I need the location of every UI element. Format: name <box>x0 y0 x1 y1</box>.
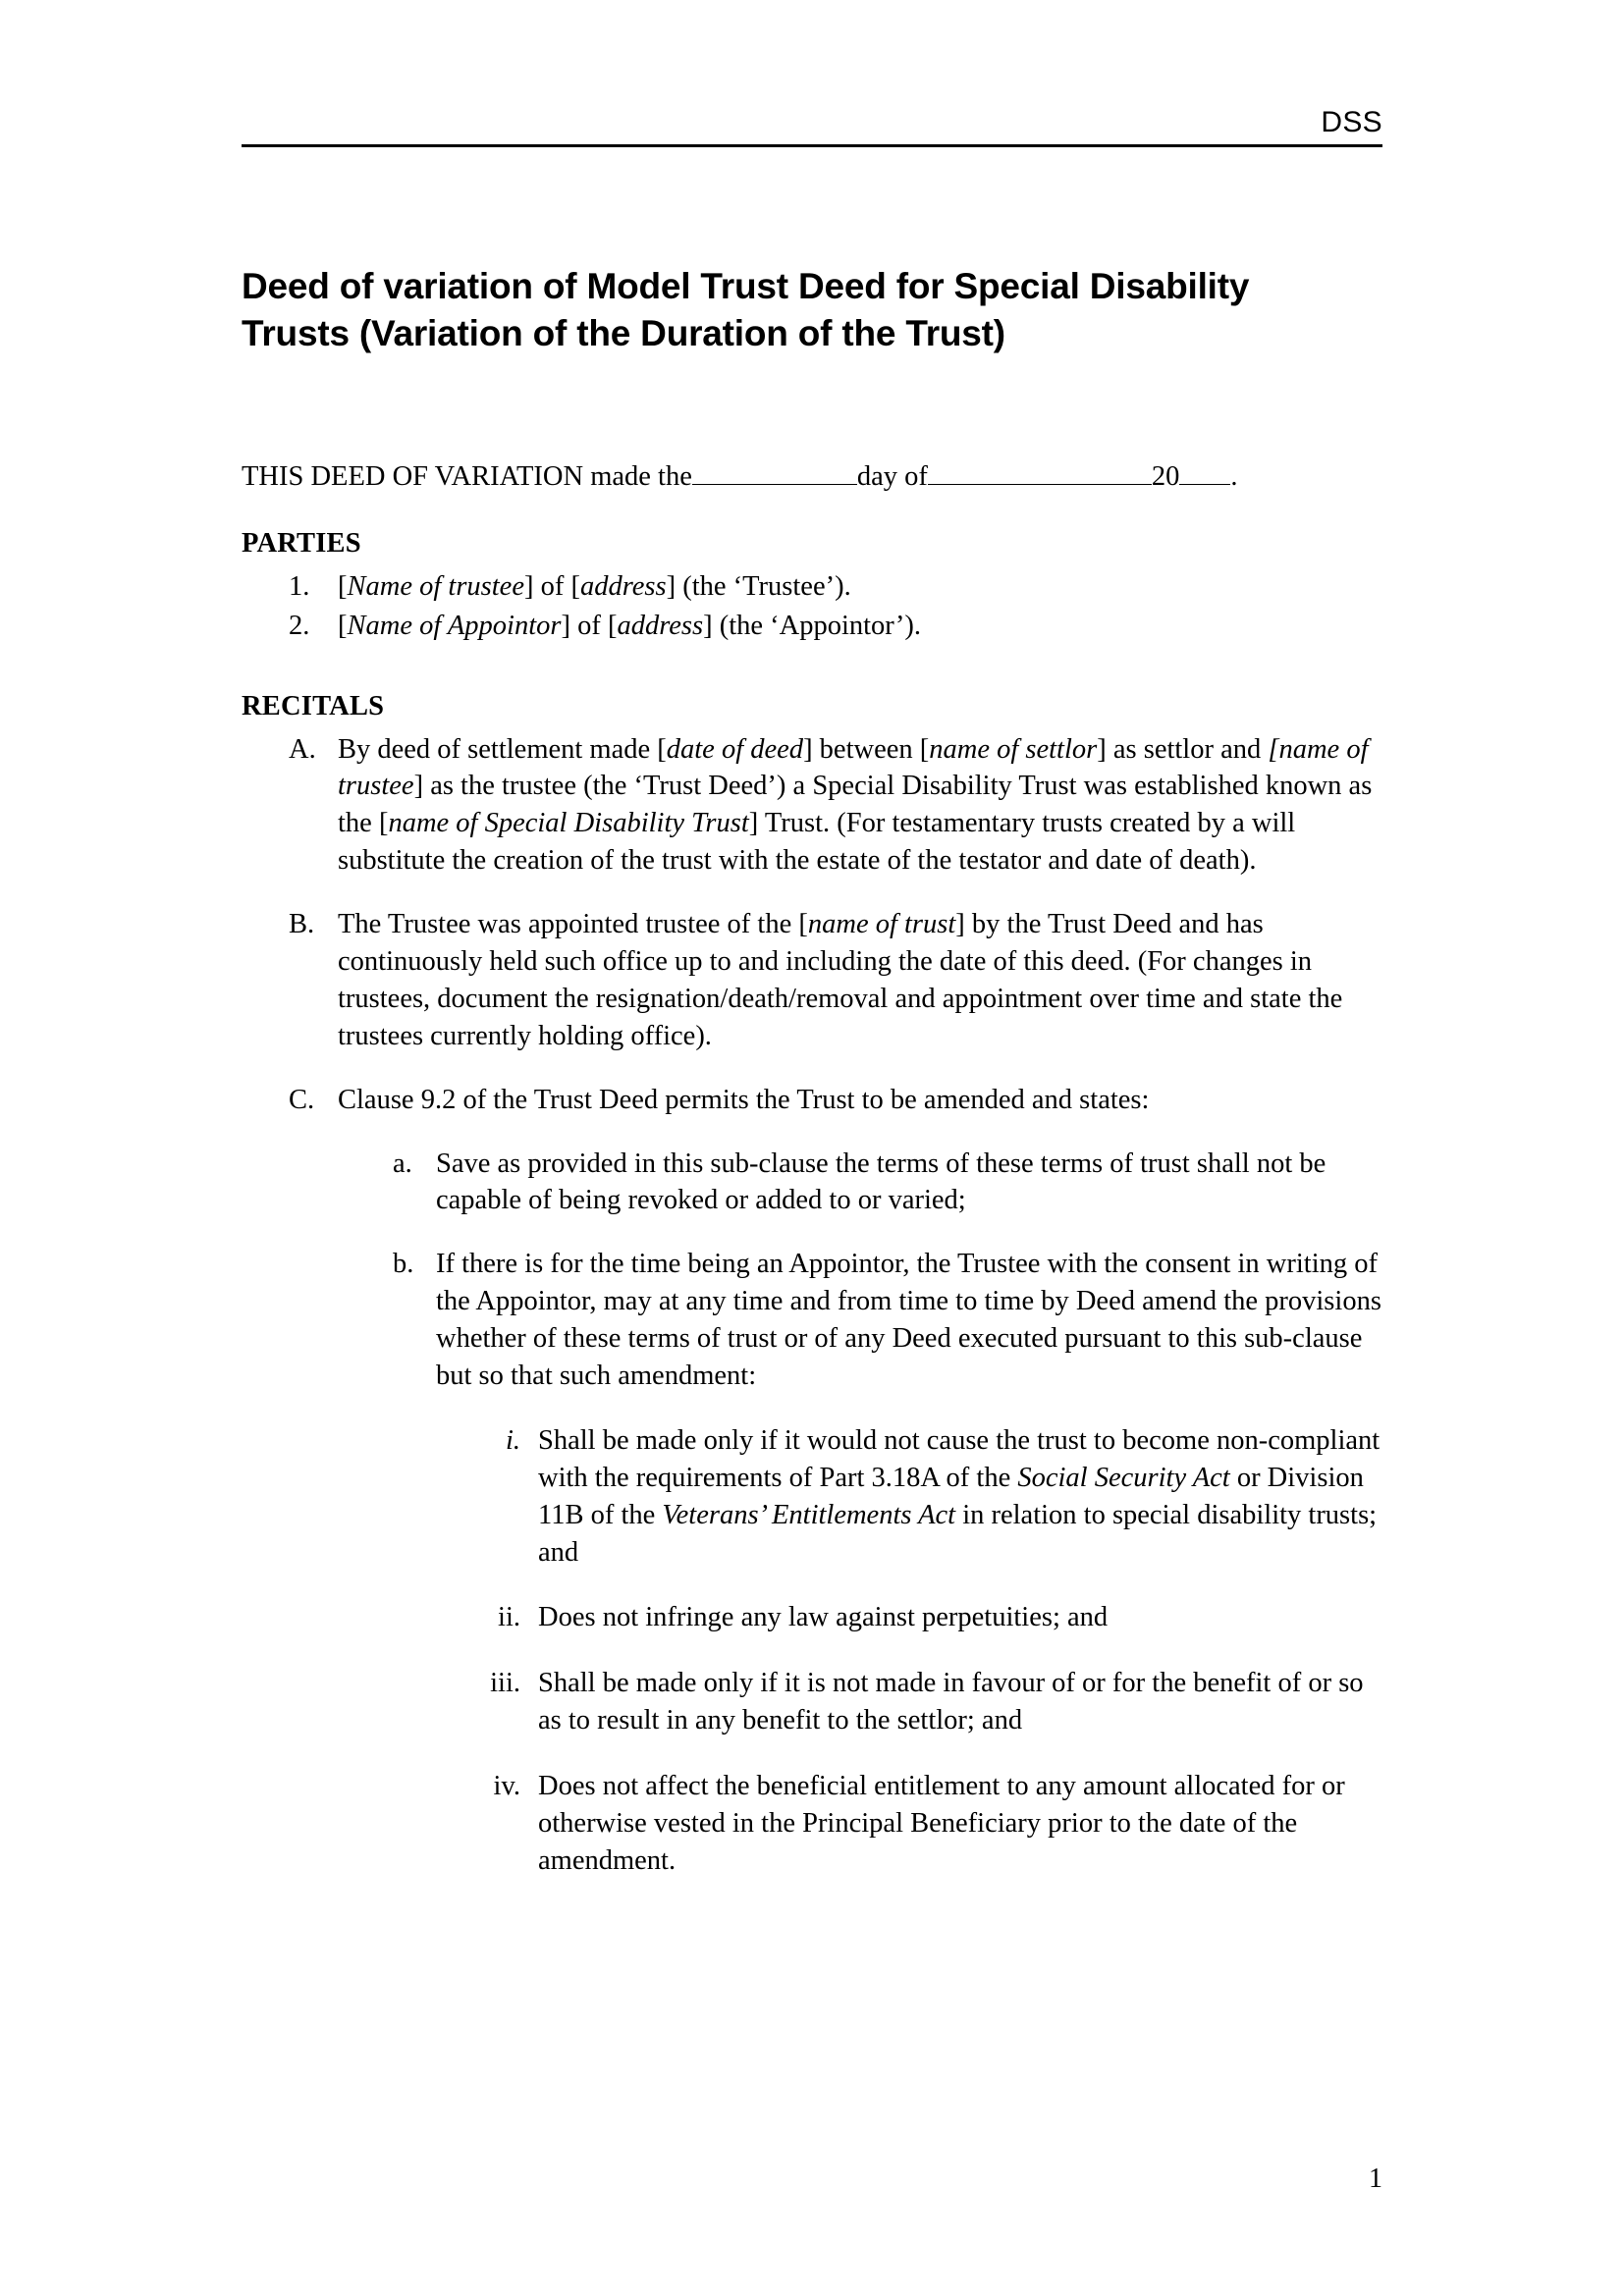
recital-a-part2: ] between [ <box>803 733 930 765</box>
list-marker: a. <box>393 1148 412 1179</box>
recital-b <box>242 906 1390 1055</box>
clause-item-b <box>338 1246 1390 1879</box>
placeholder-sdt-name: name of Special Disability Trust <box>388 808 749 839</box>
condition-iii <box>436 1665 1390 1739</box>
list-marker: iii. <box>490 1668 520 1699</box>
condition-iii-text: Shall be made only if it is not made in favour of or for the benefit of or so as to result in any benefit to the settlor; and <box>538 1668 1364 1736</box>
condition-iv <box>436 1768 1390 1880</box>
placeholder-settlor-name: name of settlor <box>929 733 1098 765</box>
placeholder-appointor-address: address <box>617 610 704 641</box>
list-marker: 2. <box>289 610 310 641</box>
party-text: [Name of Appointor] of [address] (the ‘Appointor’). <box>338 610 921 641</box>
deed-date-mid: day of <box>856 461 928 493</box>
list-marker: b. <box>393 1249 414 1280</box>
page-header <box>242 71 1382 147</box>
clause-b-text: If there is for the time being an Appointor, the Trustee with the consent in writing of the Appointor, may at any time and from time to time by Deed amend the provisions whether of these terms of trust or of any Deed executed pursuant to this sub-clause but so that such amendment: <box>436 1249 1381 1391</box>
placeholder-trustee-name: Name of trustee <box>347 570 524 602</box>
condition-i-text <box>538 1425 1380 1568</box>
recital-b-text <box>338 909 1342 1051</box>
party-tail: ] (the ‘Trustee’). <box>666 570 851 602</box>
condition-i-part1: Shall be made only if it would not cause the trust to become non-compliant with the requirements of Part 3.18A of the <box>538 1424 1380 1493</box>
month-blank-field[interactable] <box>928 457 1152 485</box>
year-blank-field[interactable] <box>1179 457 1230 485</box>
condition-iv-text: Does not affect the beneficial entitlement to any amount allocated for or otherwise vested in the Principal Beneficiary prior to the date of the amendment. <box>538 1771 1345 1876</box>
list-marker: B. <box>289 909 315 940</box>
document-body <box>242 457 1390 1908</box>
condition-i-part3: in relation to special disability trusts; and <box>538 1499 1378 1568</box>
recital-a-part5: ] Trust. (For testamentary trusts created by a will substitute the creation of the trust with the estate of the testator and date of death). <box>338 808 1296 877</box>
deed-date-line <box>242 457 1390 496</box>
act-social-security: Social Security Act <box>1017 1462 1230 1493</box>
parties-heading: PARTIES <box>242 527 361 559</box>
header-divider <box>242 144 1382 147</box>
condition-ii-text: Does not infringe any law against perpetuities; and <box>538 1602 1109 1633</box>
recital-a-text <box>338 734 1372 877</box>
placeholder-trustee-name: [name of trustee <box>338 733 1369 802</box>
placeholder-trustee-address: address <box>579 570 667 602</box>
list-marker: ii. <box>498 1602 520 1633</box>
list-item <box>242 568 1390 606</box>
clause-a-text: Save as provided in this sub-clause the terms of these terms of trust shall not be capable of being revoked or added to or varied; <box>436 1148 1326 1216</box>
condition-ii <box>436 1599 1390 1636</box>
placeholder-trust-name: name of trust <box>807 909 956 940</box>
deed-date-lead: THIS DEED OF VARIATION made the <box>242 461 692 493</box>
list-item <box>242 608 1390 645</box>
clause-item-a <box>338 1146 1390 1220</box>
page-title: Deed of variation of Model Trust Deed for Special Disability Trusts (Variation of the Duration of the Trust) <box>242 265 1250 353</box>
list-marker: A. <box>289 733 316 765</box>
party-text: [Name of trustee] of [address] (the ‘Trustee’). <box>338 570 851 602</box>
recitals-heading: RECITALS <box>242 690 385 721</box>
recital-c <box>242 1082 1390 1880</box>
clause-sub-list <box>338 1146 1390 1880</box>
list-marker: 1. <box>289 570 310 602</box>
recital-a-part3: ] as settlor and <box>1097 733 1269 765</box>
parties-list <box>242 568 1390 645</box>
page-number: 1 <box>1369 2163 1382 2194</box>
party-mid: ] of [ <box>523 570 580 602</box>
recital-a-part1: By deed of settlement made [ <box>338 733 667 765</box>
condition-i <box>436 1422 1390 1572</box>
recital-c-text: Clause 9.2 of the Trust Deed permits the Trust to be amended and states: <box>338 1084 1150 1115</box>
list-marker: iv. <box>493 1771 520 1802</box>
condition-i-part2: or Division 11B of the <box>538 1462 1364 1530</box>
recitals-list <box>242 731 1390 1880</box>
recital-b-part2: ] by the Trust Deed and has continuously held such office up to and including the date of this deed. (For changes in trustees, document the resignation/death/removal and appointment over time and state the trustees currently holding office). <box>338 909 1343 1051</box>
deed-date-terminator: . <box>1230 461 1238 493</box>
amendment-conditions-list <box>436 1422 1390 1880</box>
list-marker: C. <box>289 1084 315 1115</box>
agency-label: DSS <box>1321 106 1382 138</box>
recital-b-part1: The Trustee was appointed trustee of the [ <box>338 909 808 940</box>
list-marker: i. <box>505 1424 520 1456</box>
party-tail: ] (the ‘Appointor’). <box>703 610 921 641</box>
day-blank-field[interactable] <box>692 457 857 485</box>
act-veterans-entitlements: Veterans’ Entitlements Act <box>662 1499 956 1530</box>
party-mid: ] of [ <box>561 610 618 641</box>
recital-a <box>242 731 1390 881</box>
deed-year-prefix: 20 <box>1151 461 1180 493</box>
placeholder-appointor-name: Name of Appointor <box>347 610 562 641</box>
recital-a-part4: ] as the trustee (the ‘Trust Deed’) a Special Disability Trust was established known as the [ <box>338 771 1373 839</box>
placeholder-date-of-deed: date of deed <box>666 733 804 765</box>
